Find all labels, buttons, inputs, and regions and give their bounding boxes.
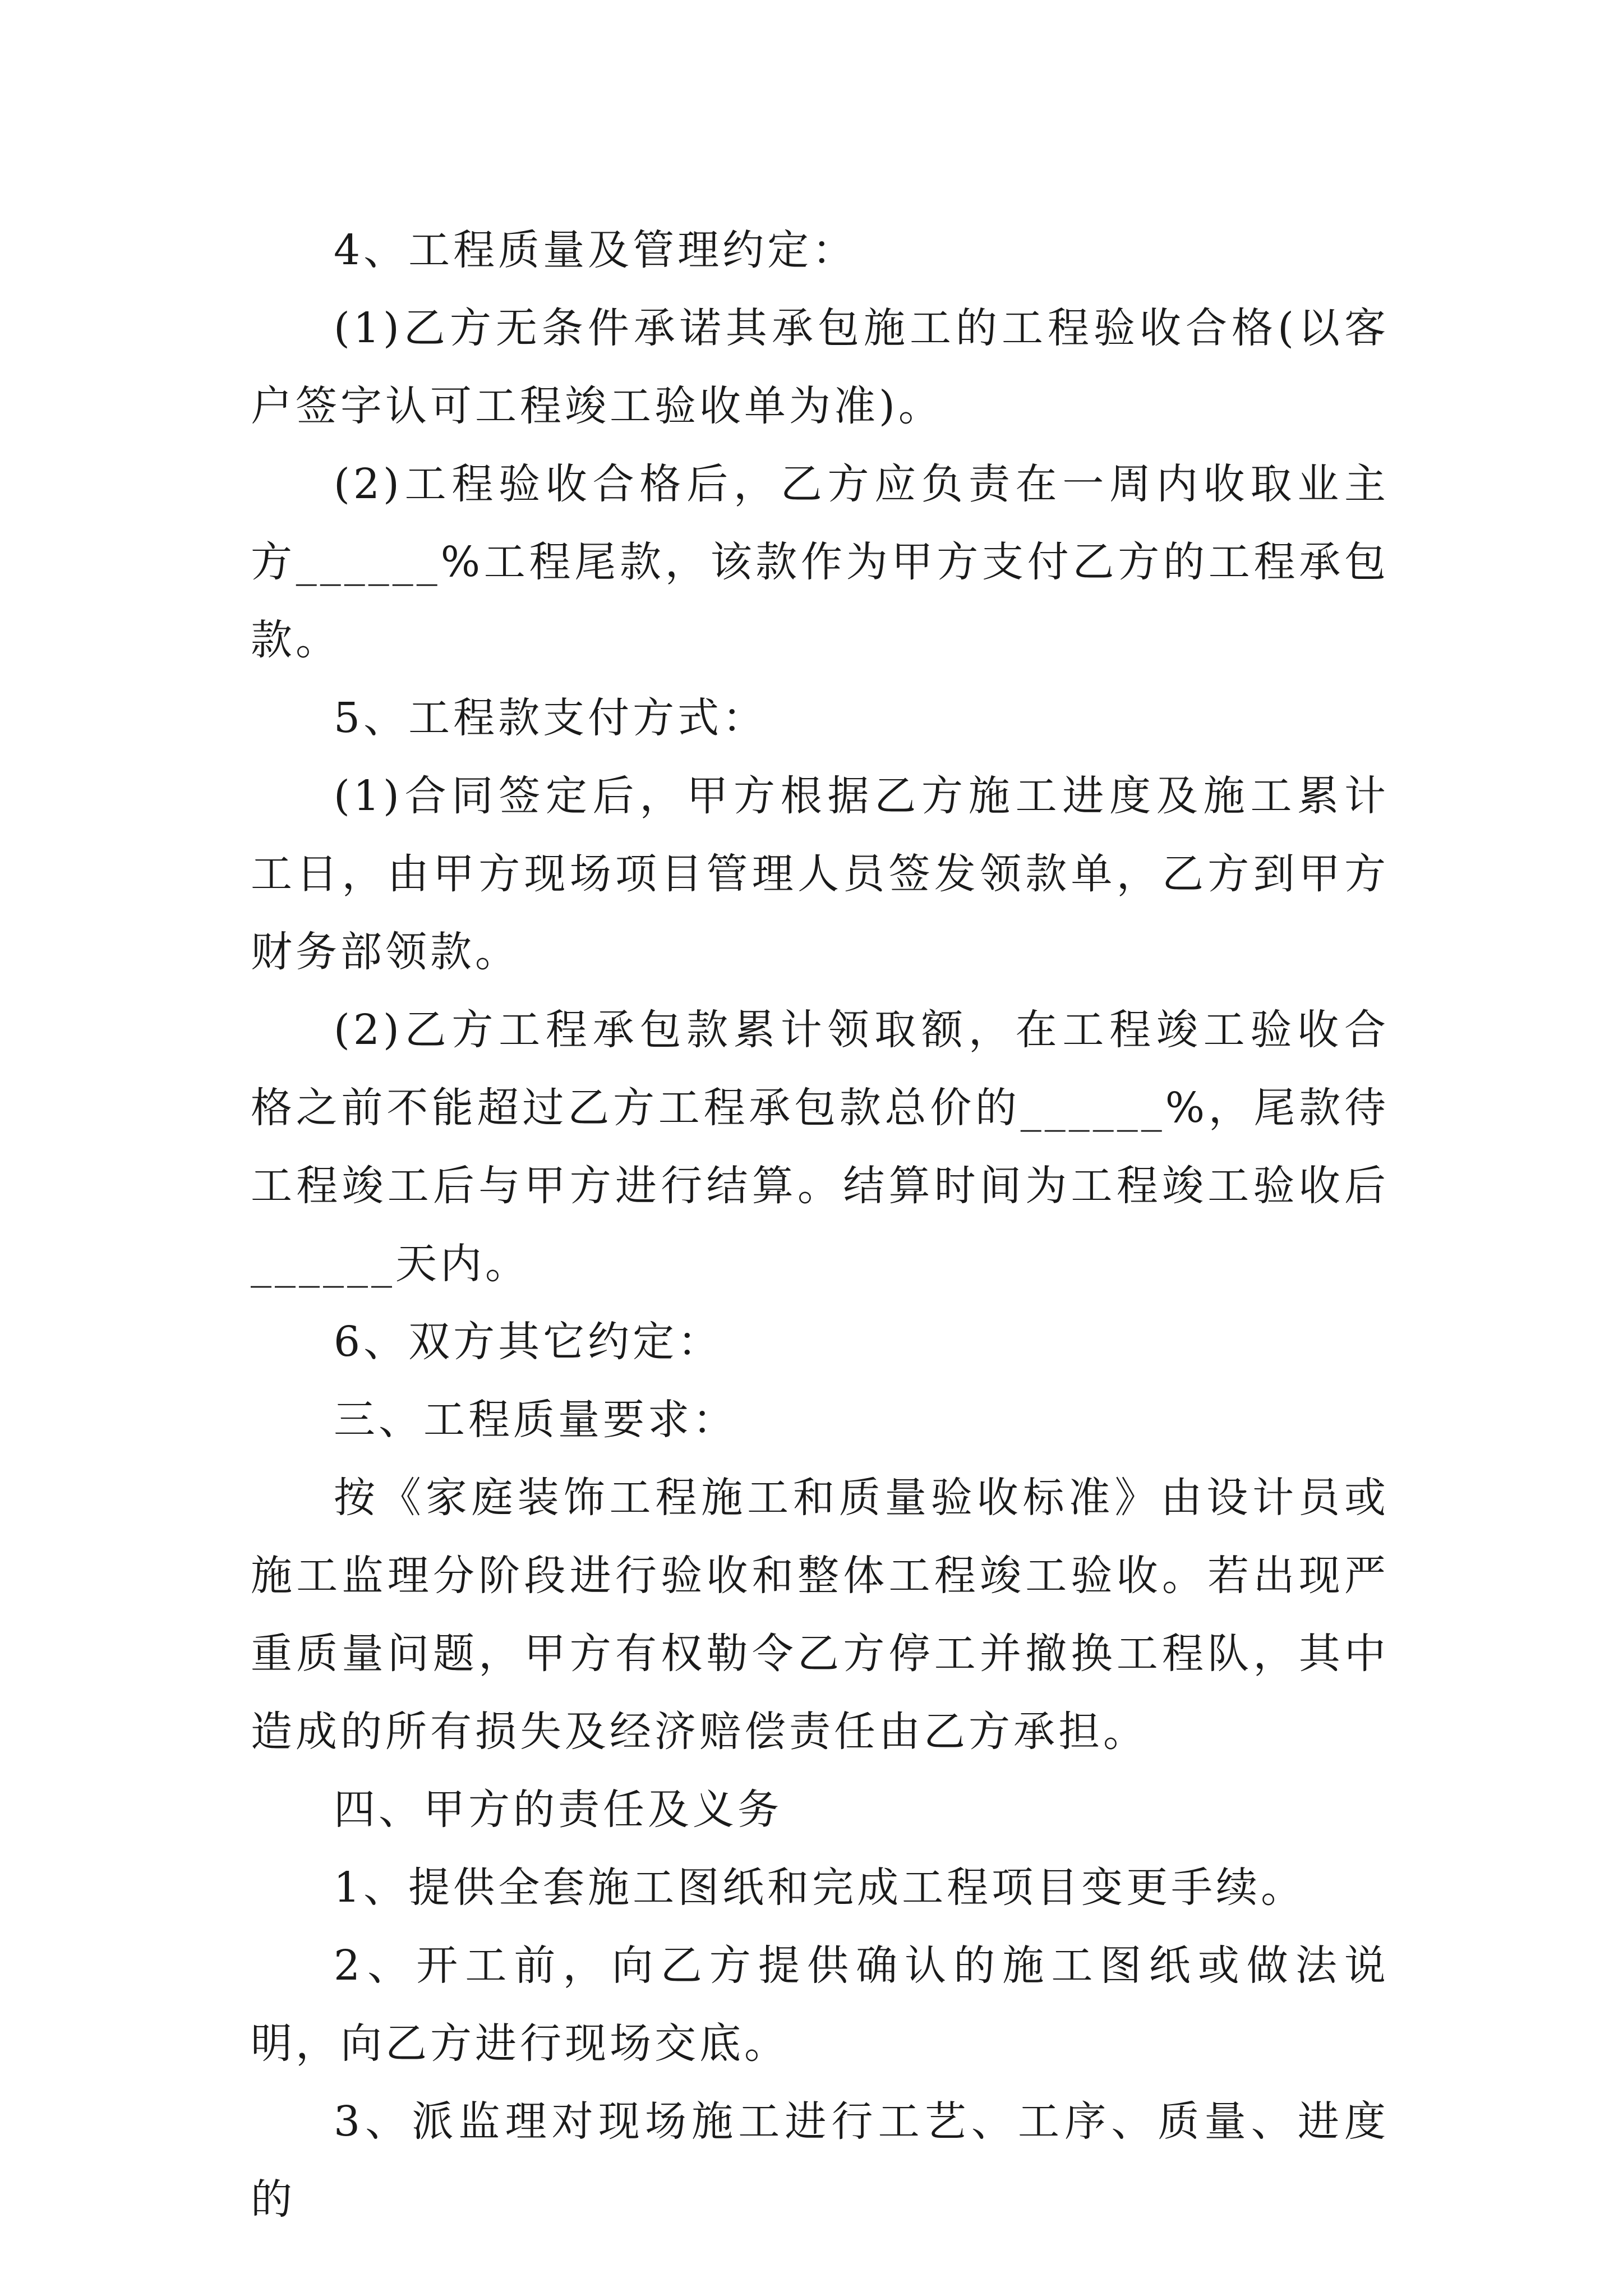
document-page bbox=[251, 211, 1389, 2239]
duty-item-1: 1、提供全套施工图纸和完成工程项目变更手续。 bbox=[334, 1864, 1306, 1912]
clause-5-2: (2)乙方工程承包款累计领取额，在工程竣工验收合格之前不能超过乙方工程承包款总价的______%，尾款待工程竣工后与甲方进行结算。结算时间为工程竣工验收后______天内。 bbox=[251, 1006, 1389, 1288]
section-5-heading: 5、工程款支付方式： bbox=[334, 694, 768, 742]
clause-4-1: (1)乙方无条件承诺其承包施工的工程验收合格(以客户签字认可工程竣工验收单为准)。 bbox=[251, 304, 1389, 430]
clause-5-1: (1)合同签定后，甲方根据乙方施工进度及施工累计工日，由甲方现场项目管理人员签发领款单，乙方到甲方财务部领款。 bbox=[251, 772, 1389, 976]
chapter-4-heading: 四、甲方的责任及义务 bbox=[334, 1786, 782, 1834]
section-6-heading: 6、双方其它约定： bbox=[334, 1318, 723, 1366]
duty-item-2: 2、开工前，向乙方提供确认的施工图纸或做法说明，向乙方进行现场交底。 bbox=[251, 1941, 1389, 2068]
chapter-3-heading: 三、工程质量要求： bbox=[334, 1396, 737, 1444]
duty-item-3: 3、派监理对现场施工进行工艺、工序、质量、进度的 bbox=[251, 2097, 1389, 2224]
chapter-3-body: 按《家庭装饰工程施工和质量验收标准》由设计员或施工监理分阶段进行验收和整体工程竣工验收。若出现严重质量问题，甲方有权勒令乙方停工并撤换工程队，其中造成的所有损失及经济赔偿责任由乙方承担。 bbox=[251, 1474, 1389, 1756]
section-4-heading: 4、工程质量及管理约定： bbox=[334, 226, 857, 274]
clause-4-2: (2)工程验收合格后，乙方应负责在一周内收取业主方______%工程尾款，该款作为甲方支付乙方的工程承包款。 bbox=[251, 460, 1389, 664]
